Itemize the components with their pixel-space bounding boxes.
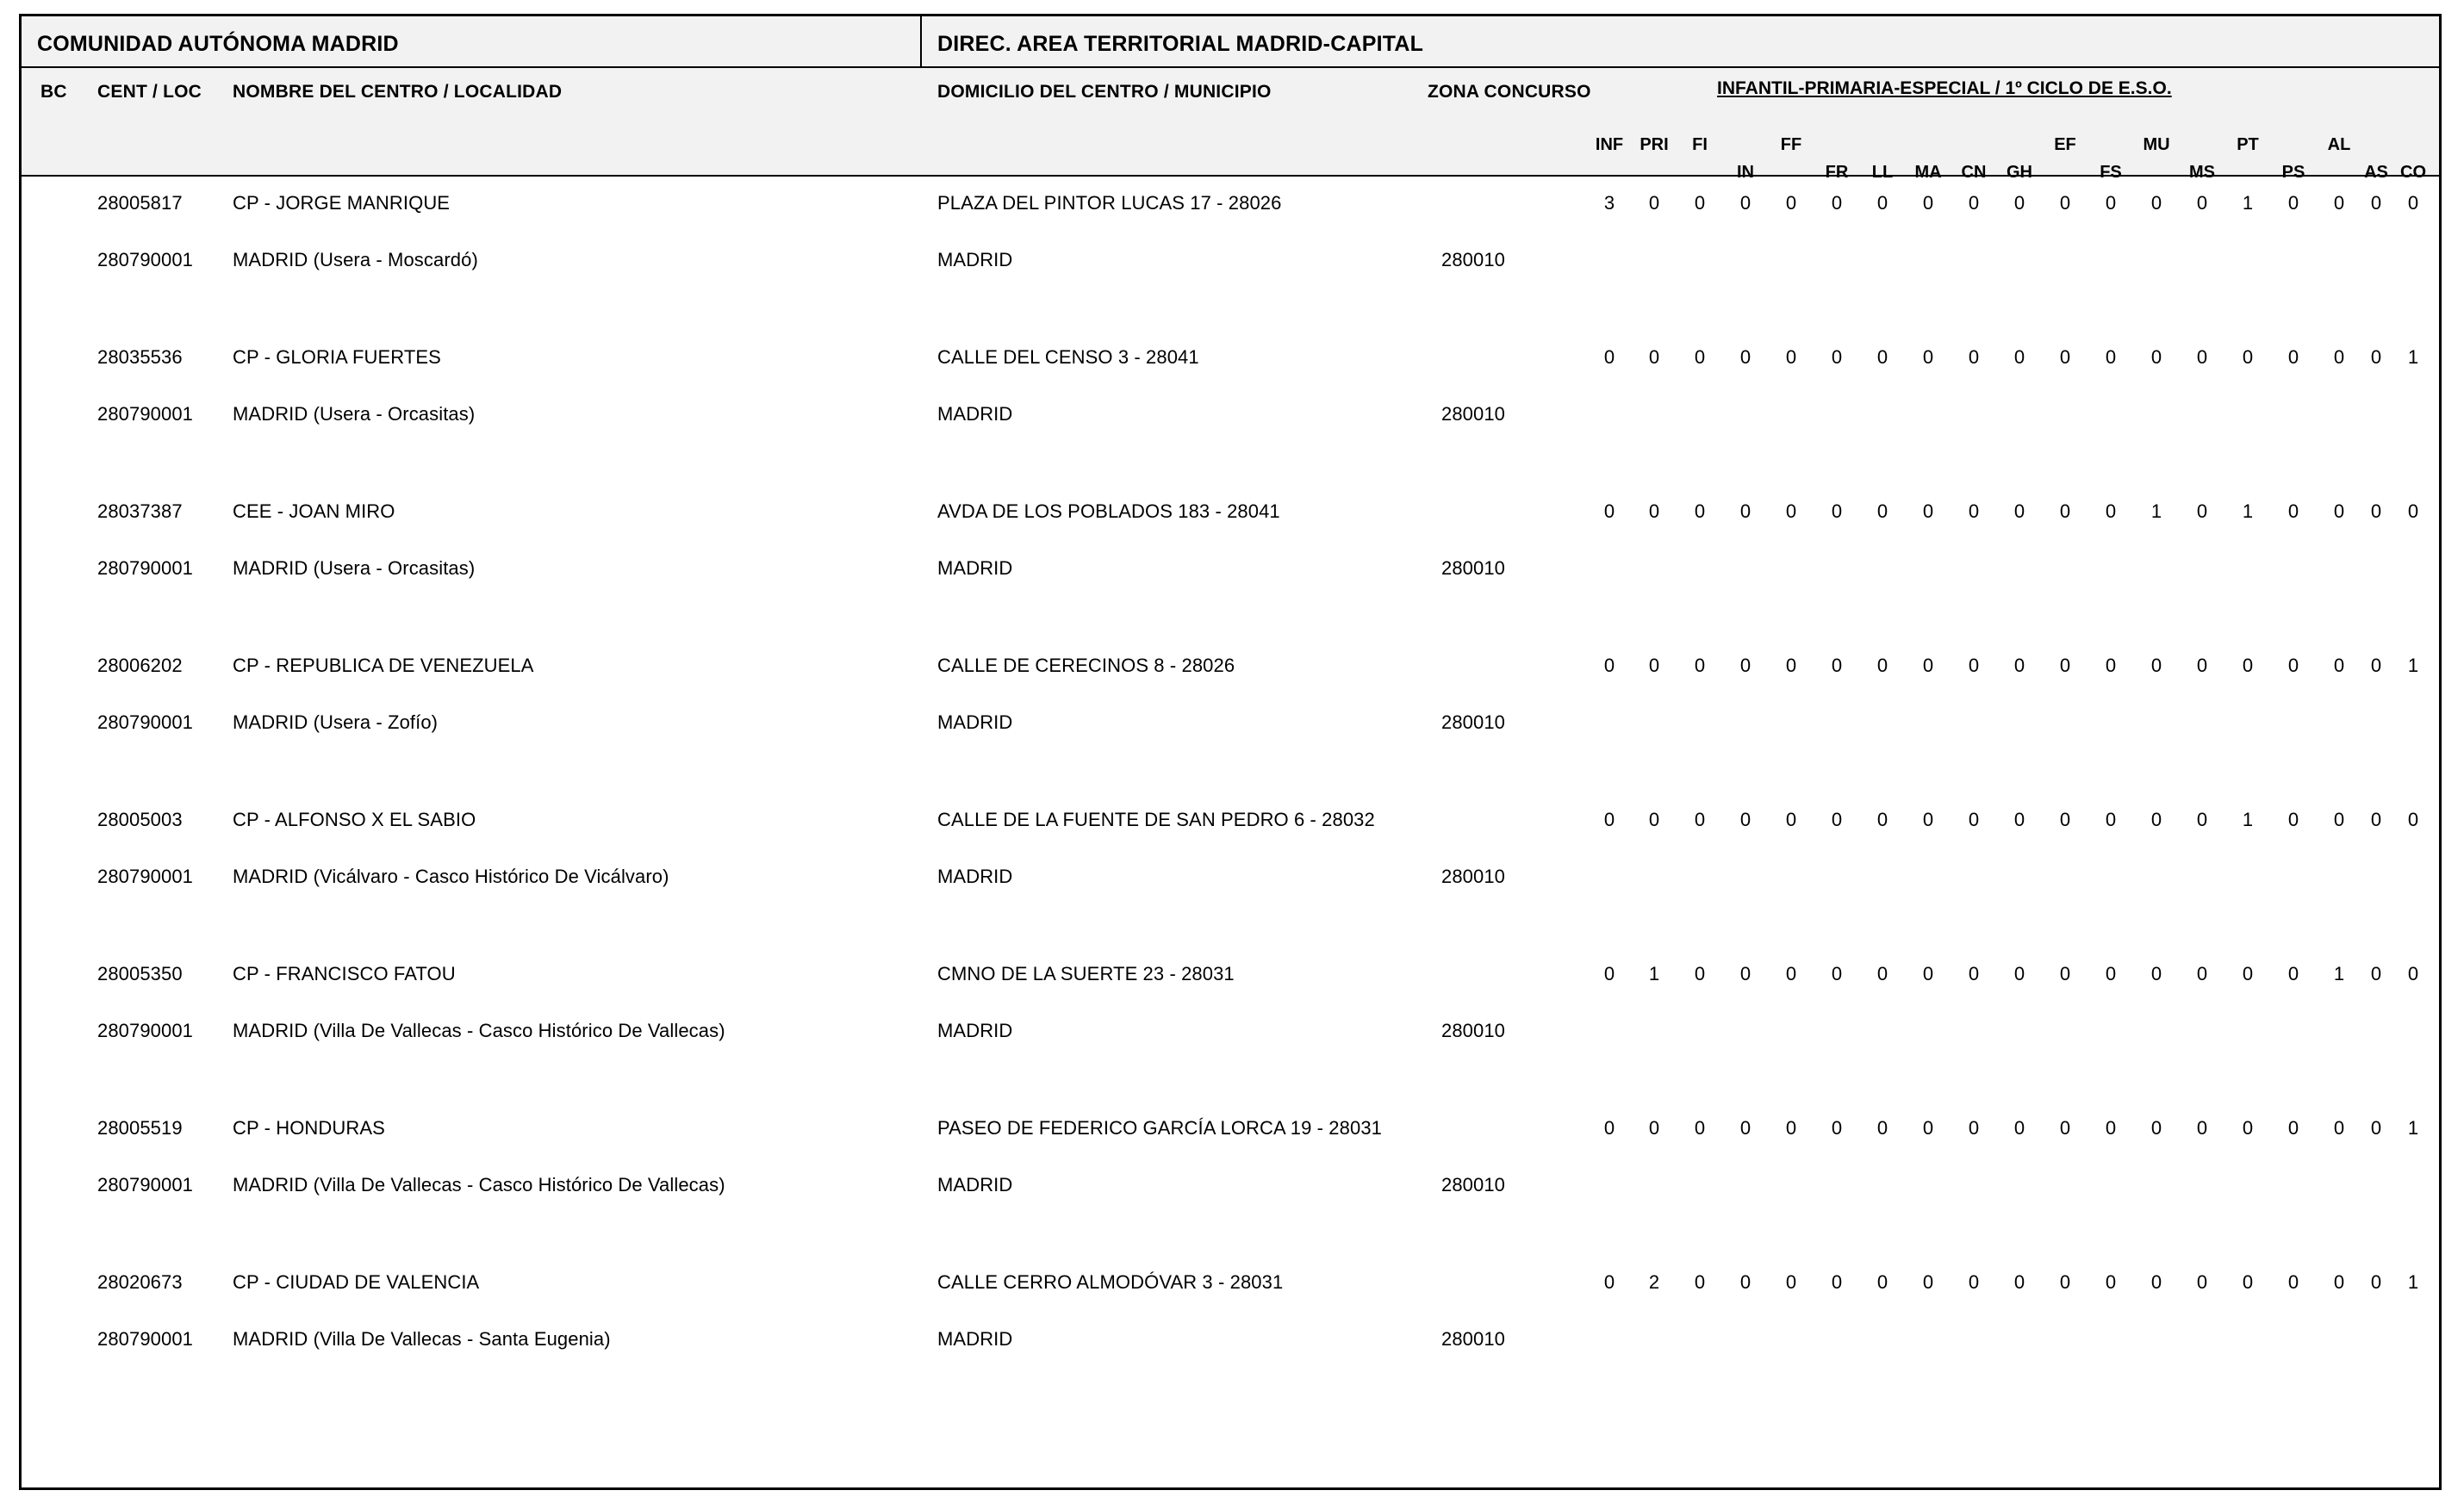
municipality-name: MADRID: [937, 866, 1013, 887]
specialty-value-al: 1: [2333, 963, 2345, 984]
specialty-value-in: 0: [1739, 1117, 1752, 1139]
specialty-value-ps: 0: [2287, 1271, 2299, 1293]
center-address: PLAZA DEL PINTOR LUCAS 17 - 28026: [937, 192, 1282, 214]
specialty-value-in: 0: [1739, 1271, 1752, 1293]
specialty-value-pri: 0: [1648, 1117, 1660, 1139]
specialty-value-pri: 0: [1648, 655, 1660, 676]
specialty-value-ff: 0: [1785, 500, 1797, 522]
specialty-value-co: 0: [2407, 809, 2419, 830]
locality-code: 280790001: [97, 866, 194, 887]
column-header-in: IN: [1737, 163, 1754, 182]
center-name: CP - JORGE MANRIQUE: [233, 192, 451, 214]
specialty-value-mu: 1: [2150, 500, 2162, 522]
specialty-value-gh: 0: [2013, 192, 2025, 214]
specialty-value-ll: 0: [1876, 1117, 1888, 1139]
center-address: PASEO DE FEDERICO GARCÍA LORCA 19 - 28031: [937, 1117, 1382, 1139]
specialty-value-cn: 0: [1968, 809, 1980, 830]
specialty-value-ps: 0: [2287, 1117, 2299, 1139]
specialty-value-pri: 0: [1648, 809, 1660, 830]
specialty-value-as: 0: [2370, 963, 2382, 984]
zone-code: 280010: [1441, 1328, 1506, 1350]
specialty-value-as: 0: [2370, 655, 2382, 676]
column-header-cn: CN: [1961, 163, 1987, 182]
center-name: CP - CIUDAD DE VALENCIA: [233, 1271, 480, 1293]
specialty-value-gh: 0: [2013, 655, 2025, 676]
center-address: CMNO DE LA SUERTE 23 - 28031: [937, 963, 1235, 984]
center-address: CALLE DE LA FUENTE DE SAN PEDRO 6 - 28032: [937, 809, 1375, 830]
specialty-value-ll: 0: [1876, 809, 1888, 830]
locality-name: MADRID (Usera - Orcasitas): [233, 557, 476, 579]
column-header-ff: FF: [1780, 135, 1802, 154]
specialty-value-ma: 0: [1922, 1271, 1934, 1293]
specialty-value-ms: 0: [2196, 963, 2208, 984]
column-header-inf: INF: [1595, 135, 1624, 154]
row-locality-line: [22, 866, 2439, 893]
specialty-value-gh: 0: [2013, 346, 2025, 368]
specialty-value-ff: 0: [1785, 963, 1797, 984]
specialty-value-inf: 0: [1603, 655, 1615, 676]
specialty-value-ll: 0: [1876, 963, 1888, 984]
specialty-value-ps: 0: [2287, 809, 2299, 830]
locality-code: 280790001: [97, 1020, 194, 1041]
specialty-value-ff: 0: [1785, 1271, 1797, 1293]
specialty-value-ms: 0: [2196, 1271, 2208, 1293]
row-center-line: [22, 1271, 2439, 1299]
specialty-value-ll: 0: [1876, 500, 1888, 522]
column-header-ps: PS: [2281, 163, 2305, 182]
center-name: CP - GLORIA FUERTES: [233, 346, 441, 368]
row-locality-line: [22, 1020, 2439, 1047]
document-title-band: [22, 16, 2439, 68]
specialty-value-as: 0: [2370, 1271, 2382, 1293]
table-row[interactable]: [22, 793, 2439, 947]
specialty-value-mu: 0: [2150, 655, 2162, 676]
zone-code: 280010: [1441, 1020, 1506, 1041]
specialty-value-co: 1: [2407, 346, 2419, 368]
column-header-mu: MU: [2143, 135, 2170, 154]
specialty-value-mu: 0: [2150, 346, 2162, 368]
specialty-value-as: 0: [2370, 192, 2382, 214]
specialty-value-ff: 0: [1785, 809, 1797, 830]
column-header-bc: BC: [40, 82, 67, 102]
specialty-value-fr: 0: [1831, 809, 1843, 830]
municipality-name: MADRID: [937, 249, 1013, 270]
table-row[interactable]: [22, 485, 2439, 639]
zone-code: 280010: [1441, 557, 1506, 579]
specialty-value-pri: 1: [1648, 963, 1660, 984]
specialty-value-pt: 1: [2242, 192, 2254, 214]
municipality-name: MADRID: [937, 1328, 1013, 1350]
center-code: 28006202: [97, 655, 183, 676]
specialty-value-in: 0: [1739, 809, 1752, 830]
specialty-value-ma: 0: [1922, 655, 1934, 676]
column-header-fr: FR: [1825, 163, 1849, 182]
specialty-value-fi: 0: [1694, 1117, 1706, 1139]
center-name: CEE - JOAN MIRO: [233, 500, 395, 522]
table-row[interactable]: [22, 177, 2439, 331]
column-header-ma: MA: [1914, 163, 1942, 182]
specialty-value-in: 0: [1739, 346, 1752, 368]
specialty-value-ma: 0: [1922, 346, 1934, 368]
locality-name: MADRID (Usera - Orcasitas): [233, 403, 476, 425]
locality-code: 280790001: [97, 403, 194, 425]
specialty-value-mu: 0: [2150, 1117, 2162, 1139]
specialty-value-ef: 0: [2059, 1271, 2071, 1293]
specialty-value-fr: 0: [1831, 346, 1843, 368]
specialty-value-fr: 0: [1831, 1271, 1843, 1293]
specialty-value-al: 0: [2333, 500, 2345, 522]
row-center-line: [22, 809, 2439, 836]
zone-code: 280010: [1441, 403, 1506, 425]
specialty-value-fr: 0: [1831, 1117, 1843, 1139]
specialty-value-ll: 0: [1876, 1271, 1888, 1293]
specialty-value-al: 0: [2333, 655, 2345, 676]
column-header-nombre: NOMBRE DEL CENTRO / LOCALIDAD: [233, 82, 563, 102]
specialty-value-ef: 0: [2059, 346, 2071, 368]
specialty-value-ll: 0: [1876, 655, 1888, 676]
column-header-fi: FI: [1692, 135, 1708, 154]
table-row[interactable]: [22, 639, 2439, 793]
specialty-value-ma: 0: [1922, 192, 1934, 214]
specialty-value-ll: 0: [1876, 192, 1888, 214]
specialty-value-ps: 0: [2287, 655, 2299, 676]
locality-code: 280790001: [97, 249, 194, 270]
center-name: CP - HONDURAS: [233, 1117, 385, 1139]
center-code: 28020673: [97, 1271, 183, 1293]
specialty-value-as: 0: [2370, 809, 2382, 830]
specialty-value-ff: 0: [1785, 655, 1797, 676]
specialty-value-gh: 0: [2013, 963, 2025, 984]
specialty-value-in: 0: [1739, 500, 1752, 522]
row-center-line: [22, 192, 2439, 220]
specialty-value-pri: 2: [1648, 1271, 1660, 1293]
row-center-line: [22, 963, 2439, 990]
center-code: 28035536: [97, 346, 183, 368]
specialty-value-in: 0: [1739, 192, 1752, 214]
specialty-value-fr: 0: [1831, 655, 1843, 676]
specialty-value-pt: 0: [2242, 1271, 2254, 1293]
specialty-value-ms: 0: [2196, 346, 2208, 368]
municipality-name: MADRID: [937, 711, 1013, 733]
specialty-value-cn: 0: [1968, 655, 1980, 676]
locality-name: MADRID (Usera - Zofío): [233, 711, 439, 733]
row-center-line: [22, 346, 2439, 374]
table-row[interactable]: [22, 1102, 2439, 1256]
center-name: CP - ALFONSO X EL SABIO: [233, 809, 476, 830]
specialty-values: [1598, 963, 2419, 990]
specialty-value-al: 0: [2333, 809, 2345, 830]
specialty-value-ps: 0: [2287, 500, 2299, 522]
specialty-value-fs: 0: [2105, 809, 2117, 830]
center-address: CALLE DE CERECINOS 8 - 28026: [937, 655, 1235, 676]
row-locality-line: [22, 711, 2439, 739]
specialty-value-ps: 0: [2287, 963, 2299, 984]
specialty-value-inf: 0: [1603, 346, 1615, 368]
column-header-ef: EF: [2054, 135, 2076, 154]
specialty-value-pt: 1: [2242, 809, 2254, 830]
specialty-value-ms: 0: [2196, 655, 2208, 676]
specialty-value-fi: 0: [1694, 655, 1706, 676]
specialty-value-fi: 0: [1694, 346, 1706, 368]
specialty-value-ef: 0: [2059, 809, 2071, 830]
specialty-values: [1598, 346, 2419, 374]
specialty-value-fr: 0: [1831, 963, 1843, 984]
specialty-value-al: 0: [2333, 192, 2345, 214]
row-locality-line: [22, 403, 2439, 431]
table-row[interactable]: [22, 947, 2439, 1102]
column-header-cent-loc: CENT / LOC: [97, 82, 202, 102]
specialty-value-pt: 0: [2242, 655, 2254, 676]
locality-code: 280790001: [97, 711, 194, 733]
locality-name: MADRID (Villa De Vallecas - Casco Histórico De Vallecas): [233, 1020, 725, 1041]
specialty-value-inf: 0: [1603, 963, 1615, 984]
specialty-value-fi: 0: [1694, 192, 1706, 214]
column-header-as: AS: [2364, 163, 2388, 182]
zone-code: 280010: [1441, 1174, 1506, 1195]
column-header-gh: GH: [2007, 163, 2032, 182]
specialty-value-pt: 1: [2242, 500, 2254, 522]
specialty-value-ma: 0: [1922, 809, 1934, 830]
center-code: 28037387: [97, 500, 183, 522]
column-header-zona: ZONA CONCURSO: [1428, 82, 1591, 102]
municipality-name: MADRID: [937, 1174, 1013, 1195]
specialty-value-fr: 0: [1831, 192, 1843, 214]
specialty-value-fr: 0: [1831, 500, 1843, 522]
row-locality-line: [22, 249, 2439, 276]
territorial-area-title: DIREC. AREA TERRITORIAL MADRID-CAPITAL: [937, 32, 1424, 56]
specialty-value-mu: 0: [2150, 1271, 2162, 1293]
specialty-value-fs: 0: [2105, 655, 2117, 676]
specialty-value-fs: 0: [2105, 1117, 2117, 1139]
specialty-value-ps: 0: [2287, 346, 2299, 368]
specialty-values: [1598, 809, 2419, 836]
zone-code: 280010: [1441, 866, 1506, 887]
specialty-value-cn: 0: [1968, 1271, 1980, 1293]
specialty-value-mu: 0: [2150, 963, 2162, 984]
specialty-value-cn: 0: [1968, 346, 1980, 368]
row-center-line: [22, 655, 2439, 682]
column-header-ll: LL: [1871, 163, 1894, 182]
locality-name: MADRID (Usera - Moscardó): [233, 249, 478, 270]
table-body: [22, 177, 2439, 1493]
column-header-al: AL: [2327, 135, 2351, 154]
specialty-value-ef: 0: [2059, 500, 2071, 522]
specialty-value-cn: 0: [1968, 963, 1980, 984]
specialty-value-pri: 0: [1648, 346, 1660, 368]
center-code: 28005350: [97, 963, 183, 984]
specialty-value-fi: 0: [1694, 809, 1706, 830]
specialty-value-ef: 0: [2059, 655, 2071, 676]
specialty-value-ms: 0: [2196, 1117, 2208, 1139]
specialty-value-pt: 0: [2242, 963, 2254, 984]
locality-name: MADRID (Vicálvaro - Casco Histórico De Vicálvaro): [233, 866, 669, 887]
specialty-value-ff: 0: [1785, 1117, 1797, 1139]
locality-name: MADRID (Villa De Vallecas - Casco Histórico De Vallecas): [233, 1174, 725, 1195]
specialty-value-fs: 0: [2105, 346, 2117, 368]
column-header-domicilio: DOMICILIO DEL CENTRO / MUNICIPIO: [937, 82, 1272, 102]
specialty-value-ma: 0: [1922, 1117, 1934, 1139]
title-divider: [920, 16, 922, 66]
column-header-fs: FS: [2100, 163, 2122, 182]
specialty-value-ms: 0: [2196, 192, 2208, 214]
specialty-value-inf: 0: [1603, 1117, 1615, 1139]
specialty-values: [1598, 192, 2419, 220]
table-row[interactable]: [22, 331, 2439, 485]
specialty-value-gh: 0: [2013, 1271, 2025, 1293]
specialty-value-inf: 0: [1603, 1271, 1615, 1293]
center-code: 28005817: [97, 192, 183, 214]
specialty-value-as: 0: [2370, 346, 2382, 368]
table-row[interactable]: [22, 1256, 2439, 1410]
table-sheet: [19, 14, 2442, 1490]
specialty-value-pt: 0: [2242, 346, 2254, 368]
specialty-value-fi: 0: [1694, 963, 1706, 984]
specialty-value-gh: 0: [2013, 1117, 2025, 1139]
specialty-value-gh: 0: [2013, 500, 2025, 522]
specialty-value-as: 0: [2370, 1117, 2382, 1139]
center-address: CALLE CERRO ALMODÓVAR 3 - 28031: [937, 1271, 1284, 1293]
locality-name: MADRID (Villa De Vallecas - Santa Eugenia): [233, 1328, 611, 1350]
specialty-value-al: 0: [2333, 1117, 2345, 1139]
specialty-value-pri: 0: [1648, 192, 1660, 214]
table-header-row: [22, 68, 2439, 182]
specialty-value-fs: 0: [2105, 963, 2117, 984]
specialty-value-ff: 0: [1785, 192, 1797, 214]
row-locality-line: [22, 1328, 2439, 1356]
specialty-value-al: 0: [2333, 346, 2345, 368]
specialty-value-co: 1: [2407, 1117, 2419, 1139]
specialty-value-mu: 0: [2150, 192, 2162, 214]
row-locality-line: [22, 1174, 2439, 1202]
specialty-value-ll: 0: [1876, 346, 1888, 368]
specialty-value-co: 0: [2407, 192, 2419, 214]
specialty-value-pri: 0: [1648, 500, 1660, 522]
center-address: CALLE DEL CENSO 3 - 28041: [937, 346, 1199, 368]
column-group-header-specialties: INFANTIL-PRIMARIA-ESPECIAL / 1º CICLO DE E.S.O.: [1717, 78, 2172, 98]
specialty-value-co: 0: [2407, 963, 2419, 984]
specialty-value-cn: 0: [1968, 1117, 1980, 1139]
municipality-name: MADRID: [937, 557, 1013, 579]
specialty-value-in: 0: [1739, 963, 1752, 984]
specialty-value-inf: 3: [1603, 192, 1615, 214]
specialty-value-fi: 0: [1694, 500, 1706, 522]
specialty-value-ef: 0: [2059, 963, 2071, 984]
center-code: 28005003: [97, 809, 183, 830]
specialty-value-cn: 0: [1968, 500, 1980, 522]
zone-code: 280010: [1441, 249, 1506, 270]
center-name: CP - FRANCISCO FATOU: [233, 963, 456, 984]
region-title: COMUNIDAD AUTÓNOMA MADRID: [37, 32, 399, 56]
specialty-value-ms: 0: [2196, 809, 2208, 830]
row-center-line: [22, 1117, 2439, 1145]
center-name: CP - REPUBLICA DE VENEZUELA: [233, 655, 534, 676]
column-header-pri: PRI: [1640, 135, 1669, 154]
column-header-ms: MS: [2189, 163, 2215, 182]
row-locality-line: [22, 557, 2439, 585]
specialty-value-al: 0: [2333, 1271, 2345, 1293]
specialty-values: [1598, 1271, 2419, 1299]
specialty-value-co: 0: [2407, 500, 2419, 522]
specialty-value-cn: 0: [1968, 192, 1980, 214]
municipality-name: MADRID: [937, 403, 1013, 425]
specialty-values: [1598, 1117, 2419, 1145]
municipality-name: MADRID: [937, 1020, 1013, 1041]
specialty-value-gh: 0: [2013, 809, 2025, 830]
specialty-values: [1598, 500, 2419, 528]
specialty-value-fs: 0: [2105, 500, 2117, 522]
specialty-value-ef: 0: [2059, 1117, 2071, 1139]
center-code: 28005519: [97, 1117, 183, 1139]
zone-code: 280010: [1441, 711, 1506, 733]
column-header-pt: PT: [2237, 135, 2259, 154]
center-address: AVDA DE LOS POBLADOS 183 - 28041: [937, 500, 1280, 522]
specialty-value-as: 0: [2370, 500, 2382, 522]
specialty-values: [1598, 655, 2419, 682]
locality-code: 280790001: [97, 557, 194, 579]
specialty-value-in: 0: [1739, 655, 1752, 676]
specialty-value-pt: 0: [2242, 1117, 2254, 1139]
locality-code: 280790001: [97, 1328, 194, 1350]
specialty-value-ma: 0: [1922, 500, 1934, 522]
specialty-value-ms: 0: [2196, 500, 2208, 522]
specialty-value-fs: 0: [2105, 1271, 2117, 1293]
specialty-value-co: 1: [2407, 1271, 2419, 1293]
specialty-value-inf: 0: [1603, 809, 1615, 830]
row-center-line: [22, 500, 2439, 528]
specialty-value-fi: 0: [1694, 1271, 1706, 1293]
specialty-value-mu: 0: [2150, 809, 2162, 830]
specialty-value-ef: 0: [2059, 192, 2071, 214]
locality-code: 280790001: [97, 1174, 194, 1195]
specialty-value-ff: 0: [1785, 346, 1797, 368]
specialty-value-inf: 0: [1603, 500, 1615, 522]
column-header-co: CO: [2400, 163, 2426, 182]
specialty-value-co: 1: [2407, 655, 2419, 676]
specialty-value-ma: 0: [1922, 963, 1934, 984]
specialty-value-ps: 0: [2287, 192, 2299, 214]
specialty-value-fs: 0: [2105, 192, 2117, 214]
